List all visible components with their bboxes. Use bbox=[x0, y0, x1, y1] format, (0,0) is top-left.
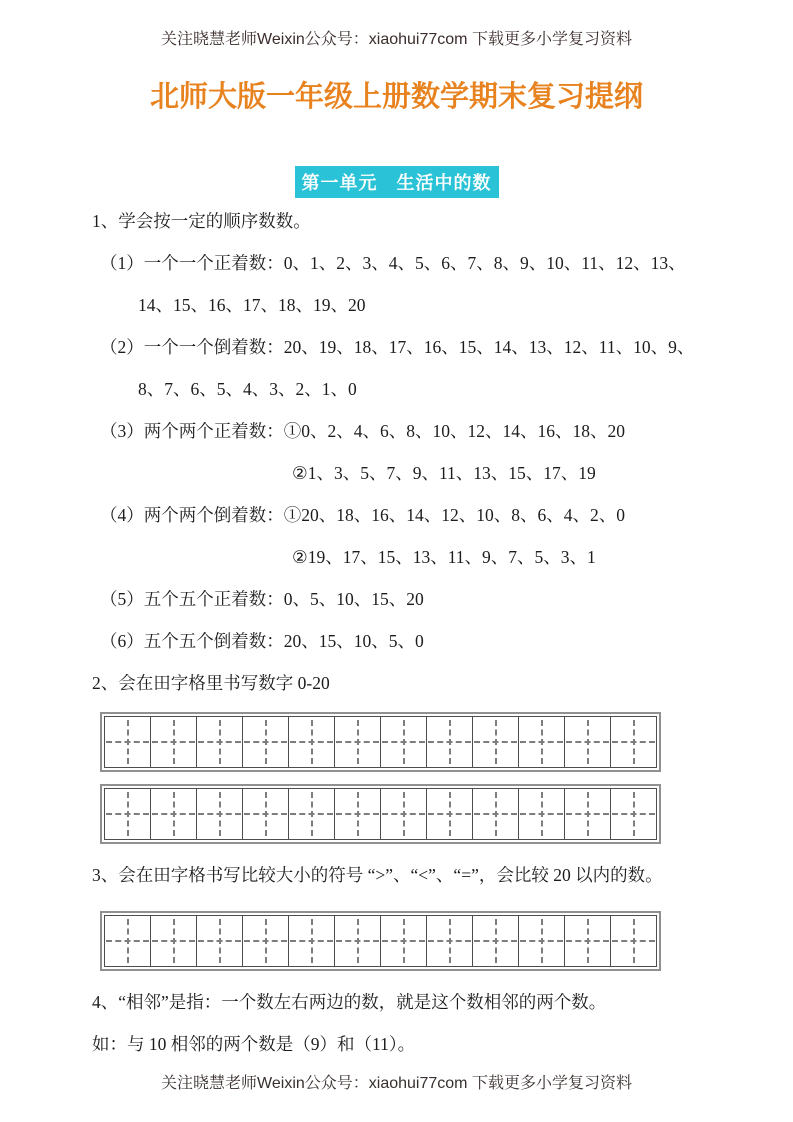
list-item-3: 3、会在田字格书写比较大小的符号 “>”、“<”、“=”，会比较 20 以内的数。 bbox=[92, 865, 663, 885]
tian-cell bbox=[335, 717, 381, 767]
tian-cell bbox=[243, 789, 289, 839]
tian-cell bbox=[243, 916, 289, 966]
list-sub-1-cont: 14、15、16、17、18、19、20 bbox=[138, 295, 366, 315]
list-sub-4-b: ②19、17、15、13、11、9、7、5、3、1 bbox=[292, 547, 596, 567]
writing-grid-3 bbox=[100, 911, 661, 971]
tian-cell bbox=[381, 916, 427, 966]
footer-note: 关注晓慧老师Weixin公众号：xiaohui77com 下载更多小学复习资料 bbox=[161, 1075, 632, 1092]
tian-cell bbox=[105, 789, 151, 839]
tian-cell bbox=[381, 717, 427, 767]
tian-cell bbox=[105, 717, 151, 767]
list-item-4: 4、“相邻”是指：一个数左右两边的数，就是这个数相邻的两个数。 bbox=[92, 992, 607, 1012]
tian-cell bbox=[105, 916, 151, 966]
tian-cell bbox=[197, 717, 243, 767]
tian-cell bbox=[335, 789, 381, 839]
tian-cell bbox=[565, 717, 611, 767]
header-note: 关注晓慧老师Weixin公众号：xiaohui77com 下载更多小学复习资料 bbox=[161, 31, 632, 48]
tian-cell bbox=[473, 717, 519, 767]
tian-cell bbox=[151, 717, 197, 767]
tian-cell bbox=[197, 916, 243, 966]
list-sub-2: （2）一个一个倒着数：20、19、18、17、16、15、14、13、12、11、10、9、 bbox=[100, 337, 695, 357]
tian-cell bbox=[565, 789, 611, 839]
tian-cell bbox=[519, 789, 565, 839]
tian-cell bbox=[611, 789, 656, 839]
tian-cell bbox=[519, 916, 565, 966]
writing-grid-2 bbox=[100, 784, 661, 844]
list-item-4-example: 如：与 10 相邻的两个数是（9）和（11）。 bbox=[92, 1034, 416, 1054]
tian-cell bbox=[611, 916, 656, 966]
list-sub-2-cont: 8、7、6、5、4、3、2、1、0 bbox=[138, 379, 357, 399]
section-banner: 第一单元 生活中的数 bbox=[295, 166, 499, 198]
tian-cell bbox=[565, 916, 611, 966]
list-sub-3-b: ②1、3、5、7、9、11、13、15、17、19 bbox=[292, 463, 596, 483]
tian-cell bbox=[427, 916, 473, 966]
list-item-2: 2、会在田字格里书写数字 0-20 bbox=[92, 673, 330, 693]
writing-grid-row bbox=[104, 716, 657, 768]
writing-grid-row bbox=[104, 788, 657, 840]
tian-cell bbox=[289, 789, 335, 839]
list-sub-5: （5）五个五个正着数：0、5、10、15、20 bbox=[100, 589, 424, 609]
tian-cell bbox=[151, 916, 197, 966]
list-sub-4: （4）两个两个倒着数：①20、18、16、14、12、10、8、6、4、2、0 bbox=[100, 505, 625, 525]
tian-cell bbox=[427, 717, 473, 767]
writing-grid-row bbox=[104, 915, 657, 967]
document-title: 北师大版一年级上册数学期末复习提纲 bbox=[149, 81, 643, 113]
tian-cell bbox=[243, 717, 289, 767]
writing-grid-1 bbox=[100, 712, 661, 772]
tian-cell bbox=[519, 717, 565, 767]
section-banner-row bbox=[0, 166, 793, 198]
list-sub-6: （6）五个五个倒着数：20、15、10、5、0 bbox=[100, 631, 424, 651]
tian-cell bbox=[197, 789, 243, 839]
list-sub-1: （1）一个一个正着数：0、1、2、3、4、5、6、7、8、9、10、11、12、13、 bbox=[100, 253, 686, 273]
tian-cell bbox=[381, 789, 427, 839]
tian-cell bbox=[289, 916, 335, 966]
tian-cell bbox=[473, 916, 519, 966]
tian-cell bbox=[611, 717, 656, 767]
list-item-1: 1、学会按一定的顺序数数。 bbox=[92, 211, 311, 231]
tian-cell bbox=[473, 789, 519, 839]
list-sub-3: （3）两个两个正着数：①0、2、4、6、8、10、12、14、16、18、20 bbox=[100, 421, 625, 441]
document-body bbox=[92, 200, 732, 1065]
tian-cell bbox=[289, 717, 335, 767]
tian-cell bbox=[151, 789, 197, 839]
tian-cell bbox=[427, 789, 473, 839]
tian-cell bbox=[335, 916, 381, 966]
